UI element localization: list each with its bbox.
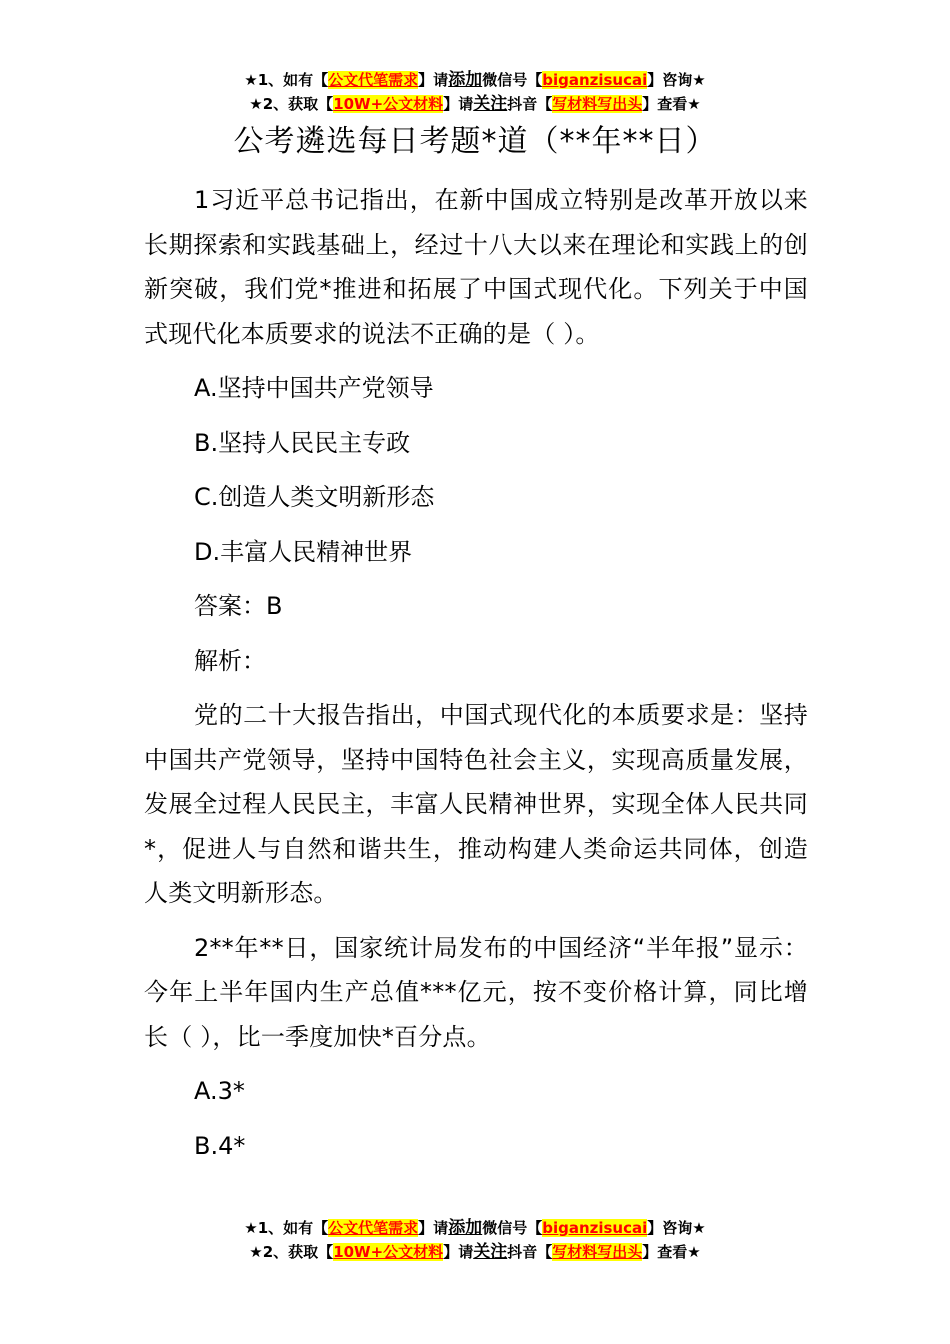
question-2-option-b: B.4* <box>194 1131 246 1160</box>
star-icon: ★ <box>249 95 263 113</box>
question-1-option-c: C.创造人类文明新形态 <box>194 483 435 511</box>
question-1-option-a: A.坚持中国共产党领导 <box>194 374 434 402</box>
promo-line-1: ★1、如有【公文代笔需求】请添加微信号【biganzisucai】咨询★ <box>244 1218 706 1238</box>
question-1-analysis: 党的二十大报告指出，中国式现代化的本质要求是：坚持中国共产党领导，坚持中国特色社会主义，实现高质量发展，发展全过程人民民主，丰富人民精神世界，实现全体人民共同*，促进人与自然和谐共生，推动构建人类命运共同体，创造人类文明新形态。 <box>144 701 808 907</box>
promo-highlight: 公文代笔需求 <box>328 1219 419 1237</box>
star-icon: ★ <box>244 1219 258 1237</box>
promo-line-2: ★2、获取【10W+公文材料】请关注抖音【写材料写出头】查看★ <box>249 1242 701 1262</box>
promo-banner-bottom <box>0 1216 950 1264</box>
question-1-option-d: D.丰富人民精神世界 <box>194 537 413 566</box>
question-2-option-a: A.3* <box>194 1077 245 1105</box>
promo-highlight: 10W+公文材料 <box>333 1243 444 1261</box>
question-1-option-b: B.坚持人民民主专政 <box>194 428 411 457</box>
promo-line-2: ★2、获取【10W+公文材料】请关注抖音【写材料写出头】查看★ <box>249 94 701 114</box>
promo-line-1: ★1、如有【公文代笔需求】请添加微信号【biganzisucai】咨询★ <box>244 70 706 90</box>
promo-banner-top <box>0 68 950 116</box>
star-icon: ★ <box>249 1243 263 1261</box>
promo-highlight: 10W+公文材料 <box>333 95 444 113</box>
question-1-stem: 1习近平总书记指出，在新中国成立特别是改革开放以来长期探索和实践基础上，经过十八大以来在理论和实践上的创新突破，我们党*推进和拓展了中国式现代化。下列关于中国式现代化本质要求的说法不正确的是（ ）。 <box>144 186 808 348</box>
document-body <box>144 178 808 1178</box>
promo-wechat-id: biganzisucai <box>542 71 648 89</box>
promo-highlight: 公文代笔需求 <box>328 71 419 89</box>
star-icon: ★ <box>244 71 258 89</box>
question-1-answer: 答案：B <box>194 592 283 620</box>
page-title: 公考遴选每日考题*道（**年**日） <box>233 124 717 159</box>
promo-wechat-id: biganzisucai <box>542 1219 648 1237</box>
question-1-analysis-label: 解析： <box>194 646 266 675</box>
promo-douyin-id: 写材料写出头 <box>552 95 643 113</box>
promo-douyin-id: 写材料写出头 <box>552 1243 643 1261</box>
question-2-stem: 2**年**日，国家统计局发布的中国经济“半年报”显示：今年上半年国内生产总值***亿元，按不变价格计算，同比增长（ ），比一季度加快*百分点。 <box>144 933 808 1051</box>
